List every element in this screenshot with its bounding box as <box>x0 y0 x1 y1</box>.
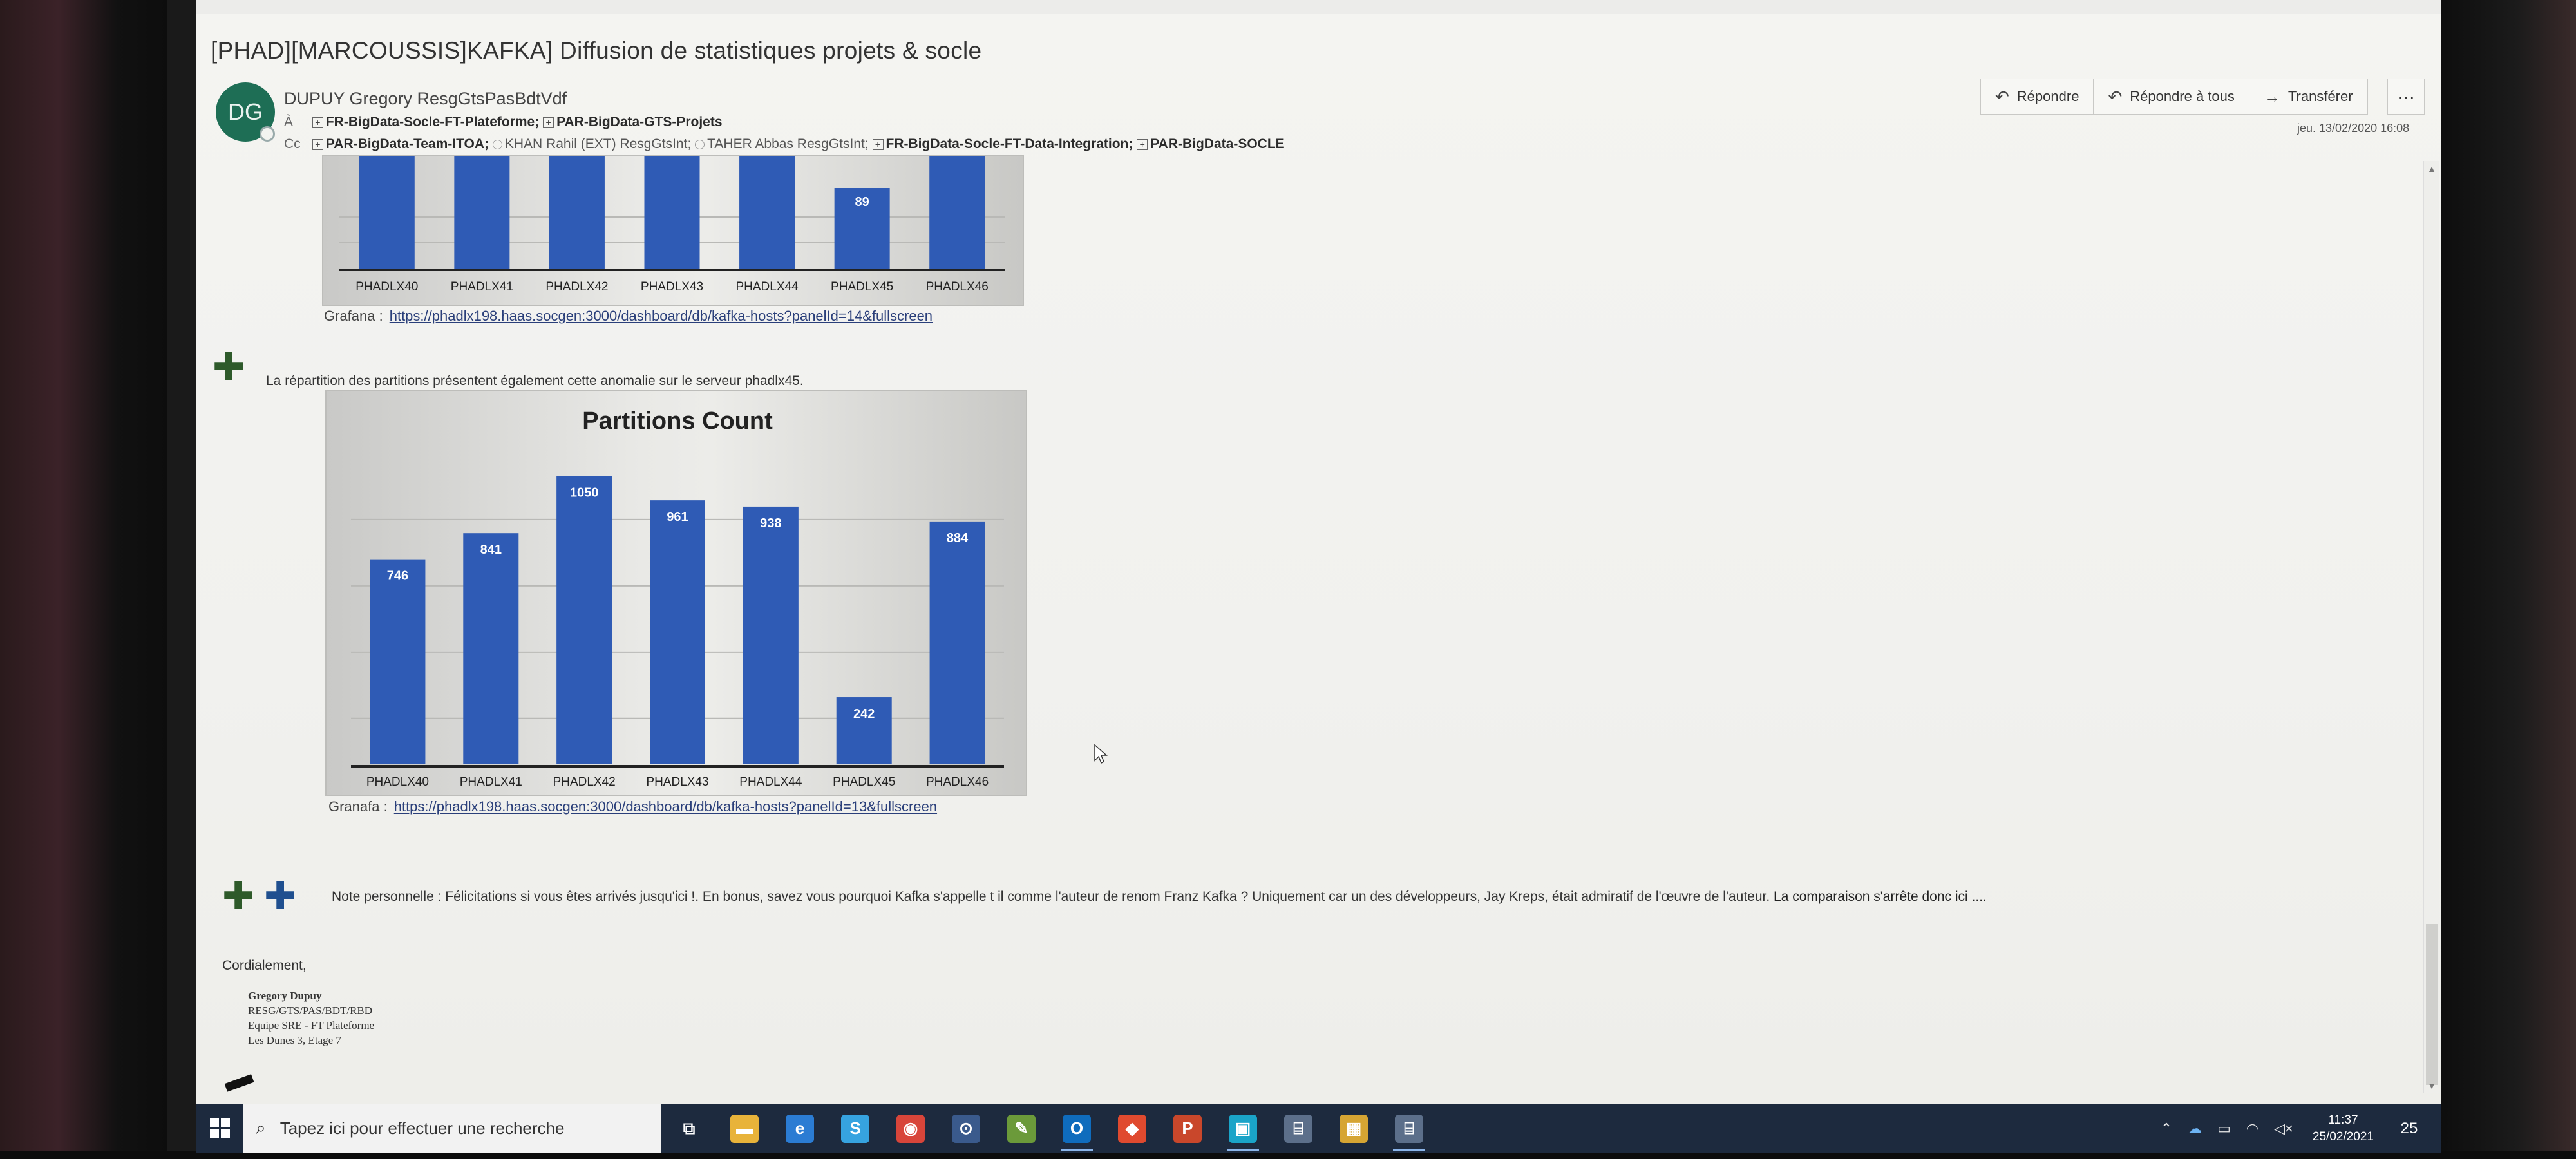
taskbar-outlook[interactable] <box>1049 1104 1104 1153</box>
screen <box>196 0 2441 1153</box>
notepad-icon: ✎ <box>1007 1115 1036 1143</box>
file-explorer-icon: ▬ <box>730 1115 759 1143</box>
monitor-bezel-left <box>0 0 167 1159</box>
partitions-count-chart <box>325 390 1027 796</box>
bar-phadlx44 <box>743 507 799 764</box>
bar-phadlx42 <box>549 156 605 269</box>
puzzle-blue-icon: ✚ <box>264 874 297 918</box>
battery-icon[interactable]: ▭ <box>2217 1120 2231 1136</box>
grafana-caption-1 <box>324 308 933 325</box>
taskbar-edge[interactable] <box>772 1104 828 1153</box>
x-tick-label: PHADLX46 <box>925 775 989 789</box>
grafana-link-2[interactable]: https://phadlx198.haas.socgen:3000/dashboard/db/kafka-hosts?panelId=13&fullscreen <box>393 798 938 815</box>
bar-value-label: 884 <box>946 531 969 545</box>
notification-count: 25 <box>2400 1119 2418 1137</box>
signature-department: RESG/GTS/PAS/BDT/RBD <box>248 1004 373 1017</box>
reply-button[interactable] <box>1981 79 2094 114</box>
search-icon: ⌕ <box>256 1118 266 1138</box>
taskbar-powerpoint[interactable] <box>1160 1104 1215 1153</box>
x-tick-label: PHADLX44 <box>735 280 799 294</box>
x-tick-label: PHADLX43 <box>646 775 709 789</box>
taskbar-chrome[interactable] <box>883 1104 938 1153</box>
forward-icon: → <box>2263 86 2280 106</box>
edge-icon: e <box>786 1115 814 1143</box>
x-tick-label: PHADLX41 <box>459 775 522 789</box>
search-placeholder: Tapez ici pour effectuer une recherche <box>279 1118 565 1138</box>
bar-phadlx46 <box>929 156 985 269</box>
chevron-up-icon[interactable]: ⌃ <box>2160 1120 2173 1136</box>
app-cyan-icon: ▣ <box>1229 1115 1257 1143</box>
x-tick-label: PHADLX45 <box>831 280 894 294</box>
bar-phadlx41 <box>463 533 518 764</box>
expand-group-icon[interactable]: + <box>873 139 884 150</box>
task-view-icon: ⧉ <box>675 1115 703 1143</box>
start-button[interactable] <box>196 1104 243 1153</box>
bar-phadlx42 <box>556 476 612 764</box>
cc-recipient[interactable]: KHAN Rahil (EXT) ResgGtsInt; <box>504 137 692 151</box>
x-tick-label: PHADLX40 <box>355 280 419 294</box>
windows-icon <box>210 1118 230 1138</box>
more-actions-button[interactable]: ··· <box>2387 79 2425 115</box>
email-reading-pane <box>196 0 2441 1104</box>
message-actions <box>1980 79 2368 115</box>
signature-team: Equipe SRE - FT Plateforme <box>248 1019 375 1032</box>
regards: Cordialement, <box>222 958 307 973</box>
bar-value-label: 961 <box>667 510 688 525</box>
skateboard-logo-icon: ▬ <box>218 1058 256 1098</box>
email-subject: [PHAD][MARCOUSSIS]KAFKA] Diffusion de statistiques projets & socle <box>211 37 982 64</box>
caption1-label: Grafana : <box>324 308 383 324</box>
expand-group-icon[interactable]: + <box>312 117 323 128</box>
x-tick-label: PHADLX40 <box>366 775 430 789</box>
personal-note-end: La comparaison s'arrête donc ici .... <box>1774 889 1987 904</box>
reply-all-icon: ↶ <box>2108 86 2123 106</box>
x-tick-label: PHADLX44 <box>739 775 802 789</box>
powerpoint-icon: P <box>1173 1115 1202 1143</box>
taskbar-task-view[interactable] <box>661 1104 717 1153</box>
throughput-chart <box>322 155 1024 306</box>
taskbar-search[interactable] <box>243 1104 661 1153</box>
clock[interactable] <box>2313 1112 2374 1145</box>
bar-phadlx44 <box>739 156 795 269</box>
bar-value-label: 1050 <box>569 485 599 500</box>
mouse-cursor-icon <box>1094 744 1109 766</box>
taskbar-git[interactable] <box>1104 1104 1160 1153</box>
reply-label: Répondre <box>2016 88 2079 104</box>
expand-group-icon[interactable]: + <box>312 139 323 150</box>
bar-phadlx46 <box>930 522 985 764</box>
to-label: À <box>284 115 294 129</box>
app-yellow-icon: ▦ <box>1340 1115 1368 1143</box>
presence-indicator <box>260 126 275 142</box>
clock-date: 25/02/2021 <box>2312 1129 2374 1144</box>
expand-group-icon[interactable]: + <box>543 117 554 128</box>
bar-phadlx40 <box>370 560 425 764</box>
taskbar-app-yellow[interactable] <box>1326 1104 1381 1153</box>
sender-name[interactable]: DUPUY Gregory ResgGtsPasBdtVdf <box>284 89 567 108</box>
system-tray <box>2153 1104 2441 1153</box>
signature-location: Les Dunes 3, Etage 7 <box>248 1034 341 1046</box>
scroll-down-icon[interactable]: ▼ <box>2427 1080 2436 1091</box>
message-date: jeu. 13/02/2020 16:08 <box>2297 122 2410 135</box>
bar-phadlx41 <box>454 156 509 269</box>
presence-icon <box>695 140 705 149</box>
to-recipient[interactable]: PAR-BigData-GTS-Projets <box>556 115 723 129</box>
forward-button[interactable] <box>2249 79 2367 114</box>
x-tick-label: PHADLX42 <box>545 280 609 294</box>
notification-center-icon[interactable] <box>2393 1120 2425 1138</box>
taskbar-remote-desktop-1[interactable] <box>1271 1104 1326 1153</box>
vertical-scrollbar[interactable] <box>2423 161 2439 1093</box>
x-tick-label: PHADLX43 <box>640 280 704 294</box>
puzzle-green-icon: ✚ <box>222 874 255 918</box>
cc-recipient[interactable]: PAR-BigData-Team-ITOA; <box>325 137 489 151</box>
presence-icon <box>493 140 502 149</box>
remote-desktop-2-icon: ⌸ <box>1395 1115 1423 1143</box>
cc-label: Cc <box>284 137 301 151</box>
git-icon: ◆ <box>1118 1115 1146 1143</box>
chart2-svg <box>327 391 1028 797</box>
remote-desktop-1-icon: ⌸ <box>1284 1115 1312 1143</box>
cc-line <box>284 137 1285 152</box>
pinned-apps <box>661 1104 1437 1153</box>
taskbar-file-explorer[interactable] <box>717 1104 772 1153</box>
scroll-up-icon[interactable]: ▲ <box>2427 164 2436 174</box>
skype-icon: S <box>841 1115 869 1143</box>
taskbar <box>196 1104 2441 1153</box>
grafana-link-1[interactable]: https://phadlx198.haas.socgen:3000/dashboard/db/kafka-hosts?panelId=14&fullscreen <box>389 308 933 324</box>
expand-group-icon[interactable]: + <box>1137 139 1148 150</box>
bar-phadlx43 <box>650 500 705 764</box>
bar-value-label: 242 <box>853 707 875 722</box>
bar-value-label: 841 <box>480 543 502 558</box>
partition-note: La répartition des partitions présentent également cette anomalie sur le serveur phadlx45. <box>266 373 804 388</box>
cc-recipient[interactable]: PAR-BigData-SOCLE <box>1150 137 1285 151</box>
taskbar-notepad[interactable] <box>994 1104 1049 1153</box>
remote-app-icon: ⊙ <box>952 1115 980 1143</box>
cc-recipient[interactable]: TAHER Abbas ResgGtsInt; <box>707 137 869 151</box>
taskbar-remote-desktop-2[interactable] <box>1381 1104 1437 1153</box>
reply-all-label: Répondre à tous <box>2130 88 2235 104</box>
bar-phadlx40 <box>359 156 415 269</box>
reply-icon: ↶ <box>1995 86 2009 106</box>
bar-value-label: 746 <box>386 569 409 583</box>
bar-phadlx43 <box>645 156 700 269</box>
taskbar-skype[interactable] <box>828 1104 883 1153</box>
taskbar-app-cyan[interactable] <box>1215 1104 1271 1153</box>
forward-label: Transférer <box>2287 88 2353 104</box>
to-line <box>284 115 723 130</box>
to-recipient[interactable]: FR-BigData-Socle-FT-Plateforme; <box>325 115 540 129</box>
sender-avatar[interactable]: DG <box>216 82 275 142</box>
outlook-icon: O <box>1063 1115 1091 1143</box>
onedrive-icon[interactable]: ☁ <box>2188 1120 2202 1136</box>
bar-value-label: 89 <box>855 195 869 209</box>
signature-name: Gregory Dupuy <box>248 990 322 1002</box>
grafana-caption-2 <box>328 798 937 815</box>
cc-recipient[interactable]: FR-BigData-Socle-FT-Data-Integration; <box>886 137 1133 151</box>
x-tick-label: PHADLX41 <box>450 280 513 294</box>
scroll-thumb[interactable] <box>2426 924 2438 1085</box>
chrome-icon: ◉ <box>896 1115 925 1143</box>
x-tick-label: PHADLX42 <box>553 775 616 789</box>
personal-note <box>332 889 1987 905</box>
personal-note-text: Note personnelle : Félicitations si vous êtes arrivés jusqu'ici !. En bonus, savez vous pourquoi Kafka s'appelle t il comme l'auteur de renom Franz Kafka ? Uniquement car un des développeurs, Jay Kreps, était admiratif de l'œuvre de l'auteur. <box>332 889 1770 904</box>
wifi-icon[interactable]: ◠ <box>2246 1120 2259 1136</box>
x-tick-label: PHADLX46 <box>925 280 989 294</box>
bar-value-label: 938 <box>760 516 782 531</box>
clock-time: 11:37 <box>2328 1113 2358 1127</box>
x-tick-label: PHADLX45 <box>833 775 896 789</box>
ribbon-edge <box>196 0 2441 14</box>
reply-all-button[interactable] <box>2094 79 2249 114</box>
caption2-label: Granafa : <box>328 798 388 815</box>
monitor-bezel-right <box>2428 0 2576 1159</box>
puzzle-green-icon: ✚ <box>213 345 245 388</box>
taskbar-remote-app[interactable] <box>938 1104 994 1153</box>
chart1-svg <box>323 156 1025 308</box>
chart-title: Partitions Count <box>582 408 773 435</box>
volume-muted-icon[interactable]: ◁× <box>2274 1120 2293 1136</box>
